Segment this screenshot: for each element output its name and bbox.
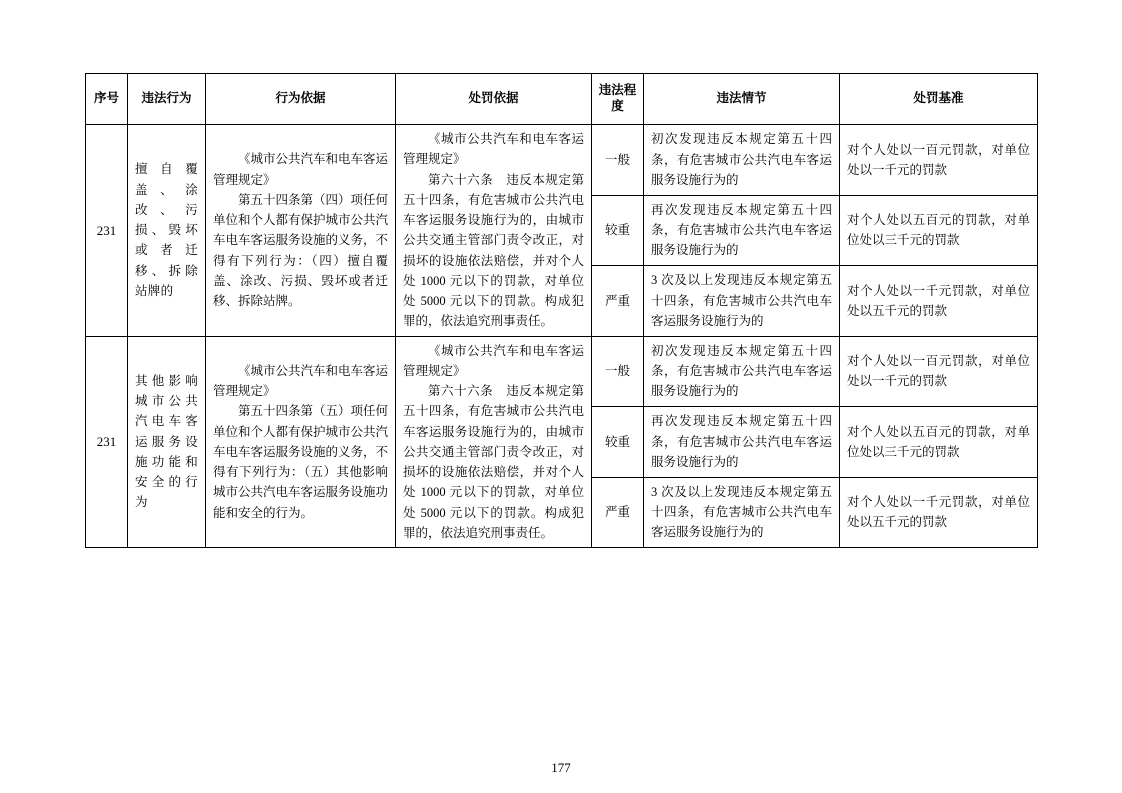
punishment-basis-title: 《城市公共汽车和电车客运管理规定》 xyxy=(403,132,584,167)
punishment-basis-body: 第六十六条 违反本规定第五十四条，有危害城市公共汽电车客运服务设施行为的，由城市公共交通主管部门责令改正，对损坏的设施依法赔偿，并对个人处 1000 元以下的罚款，对单位处 5000 元以下的罚款。构成犯罪的，依法追究刑事责任。 xyxy=(403,172,584,329)
cell-violation-degree: 一般 xyxy=(592,125,644,196)
cell-punishment-standard: 对个人处以五百元的罚款，对单位处以三千元的罚款 xyxy=(840,407,1038,478)
cell-violation-circumstance: 初次发现违反本规定第五十四条，有危害城市公共汽电车客运服务设施行为的 xyxy=(644,336,840,407)
cell-punishment-standard: 对个人处以一千元罚款，对单位处以五千元的罚款 xyxy=(840,266,1038,337)
cell-violation-act: 擅自覆盖、涂改、污损、毁坏或者迁移、拆除站牌的 xyxy=(128,125,206,337)
cell-violation-degree: 严重 xyxy=(592,477,644,548)
cell-punishment-standard: 对个人处以一百元罚款，对单位处以一千元的罚款 xyxy=(840,336,1038,407)
cell-violation-circumstance: 3 次及以上发现违反本规定第五十四条，有危害城市公共汽电车客运服务设施行为的 xyxy=(644,266,840,337)
table-row xyxy=(86,125,1038,196)
cell-violation-degree: 较重 xyxy=(592,195,644,266)
cell-violation-circumstance: 3 次及以上发现违反本规定第五十四条，有危害城市公共汽电车客运服务设施行为的 xyxy=(644,477,840,548)
punishment-basis-title: 《城市公共汽车和电车客运管理规定》 xyxy=(403,343,584,378)
table-header-row xyxy=(86,74,1038,125)
cell-violation-circumstance: 再次发现违反本规定第五十四条，有危害城市公共汽电车客运服务设施行为的 xyxy=(644,407,840,478)
cell-no: 231 xyxy=(86,336,128,548)
column-header-violation-degree: 违法程度 xyxy=(592,74,644,125)
column-header-punishment-basis: 处罚依据 xyxy=(396,74,592,125)
punishment-basis-body: 第六十六条 违反本规定第五十四条，有危害城市公共汽电车客运服务设施行为的，由城市公共交通主管部门责令改正，对损坏的设施依法赔偿，并对个人处 1000 元以下的罚款，对单位处 5000 元以下的罚款。构成犯罪的，依法追究刑事责任。 xyxy=(403,384,584,540)
cell-act-basis xyxy=(206,336,396,548)
cell-punishment-standard: 对个人处以一千元罚款，对单位处以五千元的罚款 xyxy=(840,477,1038,548)
cell-violation-act: 其他影响城市公共汽电车客运服务设施功能和安全的行为 xyxy=(128,336,206,548)
cell-punishment-standard: 对个人处以一百元罚款，对单位处以一千元的罚款 xyxy=(840,125,1038,196)
table-header xyxy=(86,74,1038,125)
act-basis-title: 《城市公共汽车和电车客运管理规定》 xyxy=(213,152,389,187)
cell-violation-degree: 较重 xyxy=(592,407,644,478)
column-header-violation-act: 违法行为 xyxy=(128,74,206,125)
cell-violation-circumstance: 初次发现违反本规定第五十四条，有危害城市公共汽电车客运服务设施行为的 xyxy=(644,125,840,196)
column-header-no: 序号 xyxy=(86,74,128,125)
column-header-punishment-standard: 处罚基准 xyxy=(840,74,1038,125)
column-header-act-basis: 行为依据 xyxy=(206,74,396,125)
cell-punishment-basis xyxy=(396,125,592,337)
table-row xyxy=(86,336,1038,407)
cell-punishment-standard: 对个人处以五百元的罚款，对单位处以三千元的罚款 xyxy=(840,195,1038,266)
page-number: 177 xyxy=(551,760,571,775)
cell-violation-degree: 一般 xyxy=(592,336,644,407)
table-body xyxy=(86,125,1038,548)
cell-punishment-basis xyxy=(396,336,592,548)
cell-violation-circumstance: 再次发现违反本规定第五十四条，有危害城市公共汽电车客运服务设施行为的 xyxy=(644,195,840,266)
column-header-violation-circumstance: 违法情节 xyxy=(644,74,840,125)
cell-no: 231 xyxy=(86,125,128,337)
act-basis-body: 第五十四条第（五）项任何单位和个人都有保护城市公共汽车电车客运服务设施的义务，不得有下列行为：（五）其他影响城市公共汽电车客运服务设施功能和安全的行为。 xyxy=(213,404,389,520)
cell-act-basis xyxy=(206,125,396,337)
penalty-standards-table xyxy=(85,73,1038,548)
cell-violation-degree: 严重 xyxy=(592,266,644,337)
act-basis-body: 第五十四条第（四）项任何单位和个人都有保护城市公共汽车电车客运服务设施的义务，不得有下列行为：（四）擅自覆盖、涂改、污损、毁坏或者迁移、拆除站牌。 xyxy=(213,192,389,308)
act-basis-title: 《城市公共汽车和电车客运管理规定》 xyxy=(213,363,389,398)
